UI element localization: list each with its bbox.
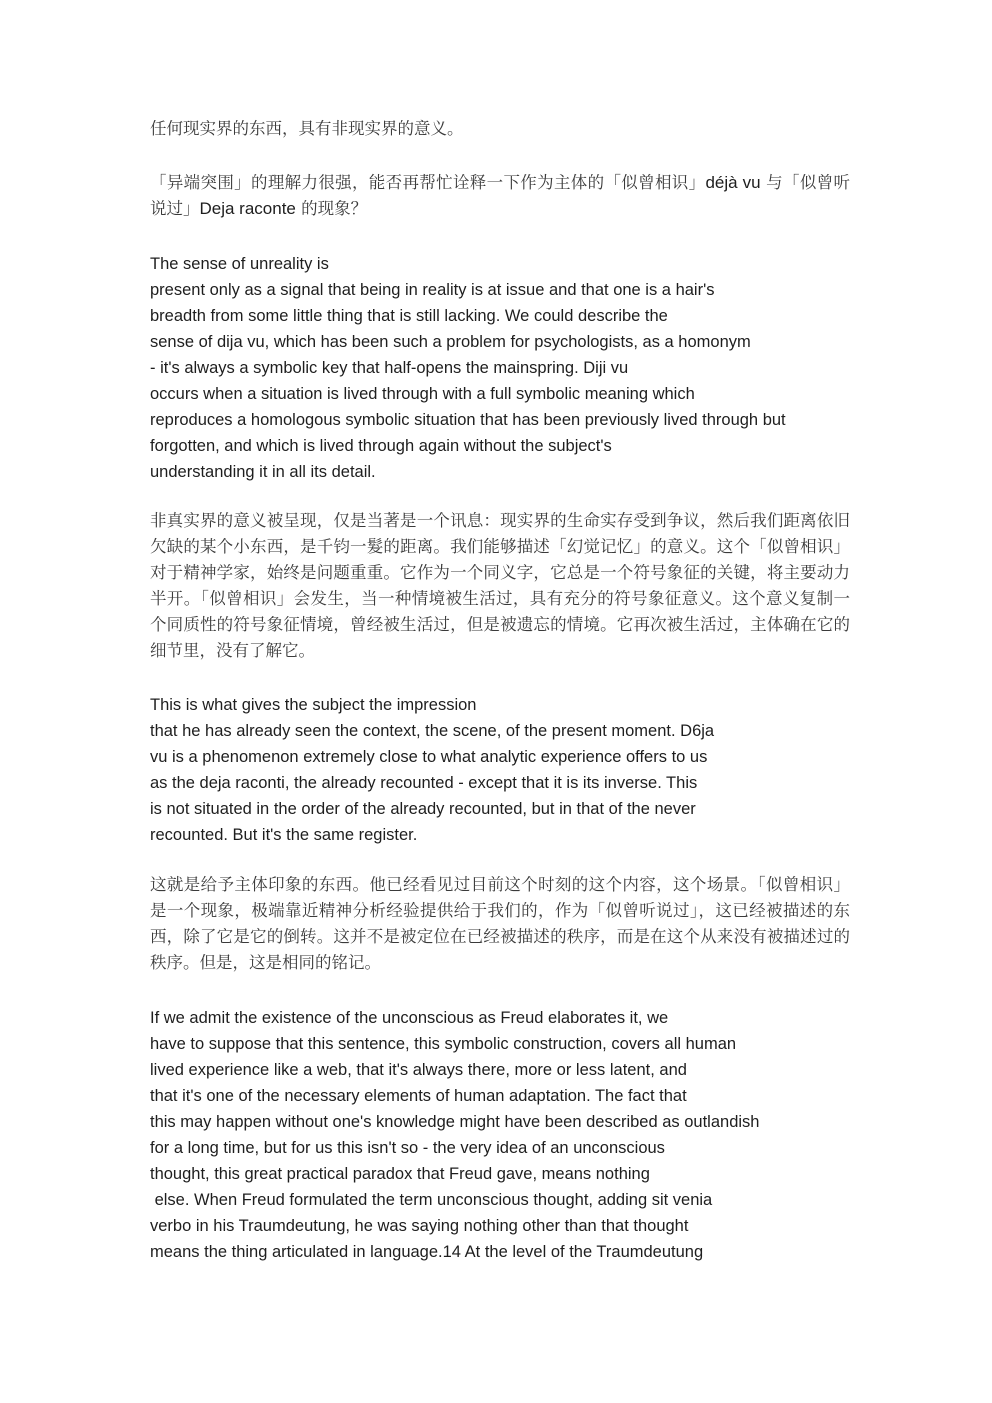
term-deja-raconte: Deja raconte: [199, 199, 296, 218]
text-line: is not situated in the order of the already recounted, but in that of the never: [150, 800, 696, 818]
text-line: The sense of unreality is: [150, 255, 329, 273]
text-line: occurs when a situation is lived through with a full symbolic meaning which: [150, 385, 695, 403]
paragraph-cn-2: 非真实界的意义被呈现，仅是当著是一个讯息：现实界的生命实存受到争议，然后我们距离依旧欠缺的某个小东西，是千钧一髮的距离。我们能够描述「幻觉记忆」的意义。这个「似曾相识」对于精神学家，始终是问题重重。它作为一个同义字，它总是一个符号象征的关键，将主要动力半开。「似曾相识」会发生，当一种情境被生活过，具有充分的符号象征意义。这个意义复制一个同质性的符号象征情境，曾经被生活过，但是被遗忘的情境。它再次被生活过，主体确在它的细节里，没有了解它。: [150, 511, 850, 660]
term-deja-vu: déjà vu: [705, 173, 761, 192]
text-line: that it's one of the necessary elements of human adaptation. The fact that: [150, 1087, 687, 1105]
question-text-b: 与「似曾听说过」: [150, 173, 850, 218]
text-line: This is what gives the subject the impression: [150, 696, 477, 714]
paragraph-question: [150, 170, 850, 222]
text-line: this may happen without one's knowledge might have been described as outlandish: [150, 1113, 760, 1131]
text-line: - it's always a symbolic key that half-opens the mainspring. Diji vu: [150, 359, 629, 377]
text-line: sense of dija vu, which has been such a problem for psychologists, as a homonym: [150, 333, 751, 351]
text-line: verbo in his Traumdeutung, he was saying nothing other than that thought: [150, 1217, 689, 1235]
text-line: else. When Freud formulated the term unconscious thought, adding sit venia: [150, 1191, 713, 1209]
text-line: for a long time, but for us this isn't so - the very idea of an unconscious: [150, 1139, 665, 1157]
text-line: forgotten, and which is lived through again without the subject's: [150, 437, 612, 455]
paragraph-cn-3: 这就是给予主体印象的东西。他已经看见过目前这个时刻的这个内容，这个场景。「似曾相识」是一个现象，极端靠近精神分析经验提供给于我们的，作为「似曾听说过」，这已经被描述的东西，除了它是它的倒转。这并不是被定位在已经被描述的秩序，而是在这个从来没有被描述过的秩序。但是，这是相同的铭记。: [150, 875, 850, 972]
text-line: If we admit the existence of the unconscious as Freud elaborates it, we: [150, 1009, 669, 1027]
paragraph-en-3: [150, 1005, 759, 1265]
text-line: breadth from some little thing that is still lacking. We could describe the: [150, 307, 668, 325]
text-line: thought, this great practical paradox that Freud gave, means nothing: [150, 1165, 650, 1183]
text-line: lived experience like a web, that it's always there, more or less latent, and: [150, 1061, 687, 1079]
text-line: means the thing articulated in language.14 At the level of the Traumdeutung: [150, 1243, 704, 1261]
text-line: as the deja raconti, the already recounted - except that it is its inverse. This: [150, 774, 698, 792]
question-text-a: 「异端突围」的理解力很强，能否再帮忙诠释一下作为主体的「似曾相识」: [150, 173, 706, 192]
text-line: present only as a signal that being in reality is at issue and that one is a hair's: [150, 281, 715, 299]
text-line: reproduces a homologous symbolic situation that has been previously lived through but: [150, 411, 786, 429]
text-line: understanding it in all its detail.: [150, 463, 376, 481]
text-line: that he has already seen the context, the scene, of the present moment. D6ja: [150, 722, 715, 740]
text-line: recounted. But it's the same register.: [150, 826, 418, 844]
paragraph-cn-1: 任何现实界的东西，具有非现实界的意义。: [150, 119, 464, 138]
text-line: vu is a phenomenon extremely close to what analytic experience offers to us: [150, 748, 708, 766]
text-line: have to suppose that this sentence, this symbolic construction, covers all human: [150, 1035, 737, 1053]
paragraph-en-2: [150, 692, 714, 848]
paragraph-en-1: [150, 251, 786, 485]
question-text-c: 的现象？: [295, 199, 368, 218]
